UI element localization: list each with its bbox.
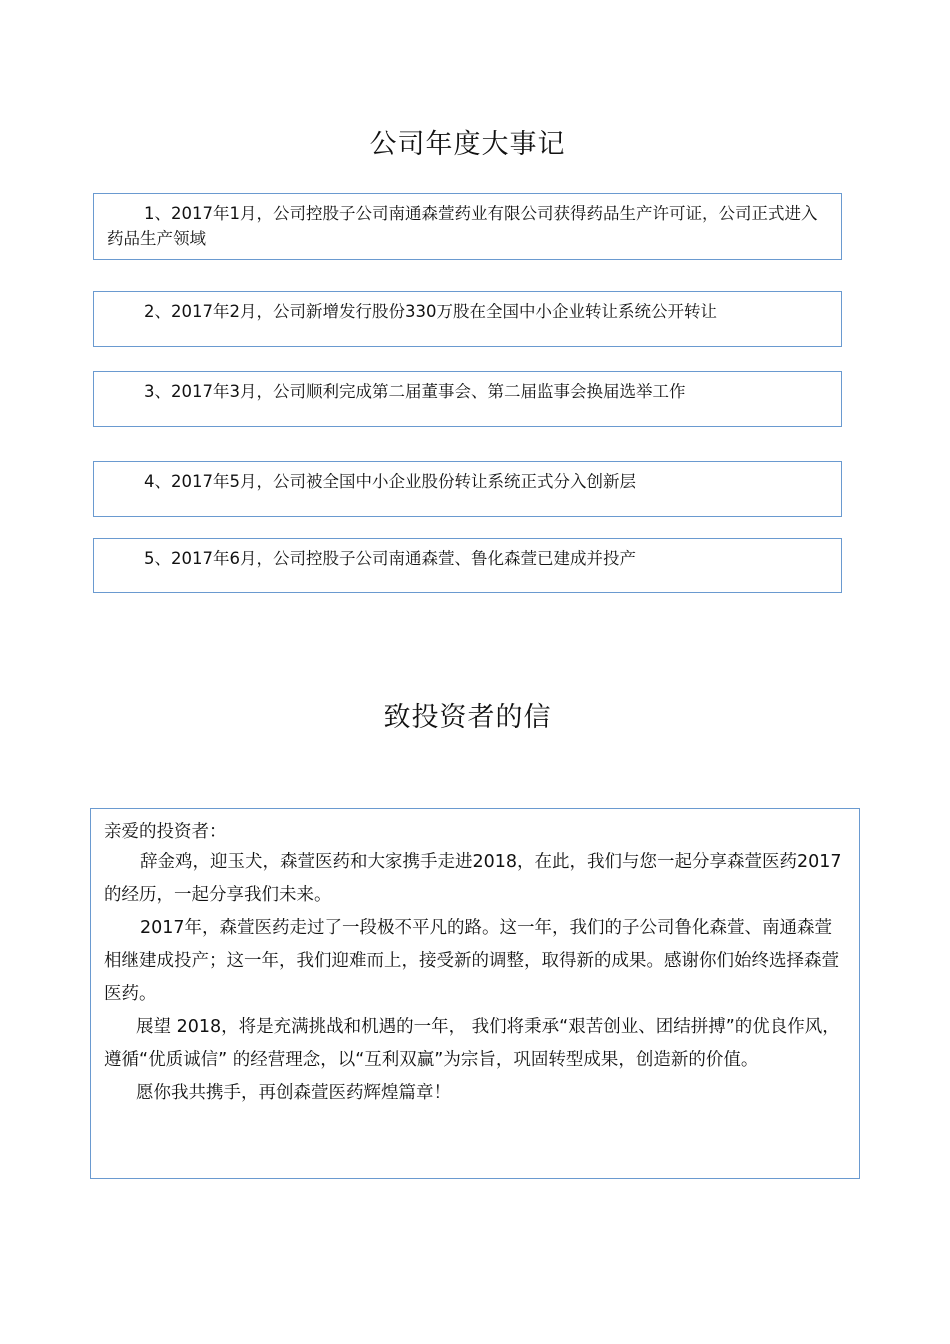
event-item: 2、2017年2月，公司新增发行股份330万股在全国中小企业转让系统公开转让 [93,291,842,347]
letter-salutation: 亲爱的投资者： [104,822,227,842]
event-item: 4、2017年5月，公司被全国中小企业股份转让系统正式分入创新层 [93,461,842,517]
events-section-title: 公司年度大事记 [369,129,566,160]
letter-paragraph: 愿你我共携手，再创森萱医药辉煌篇章！ [136,1083,451,1103]
letter-paragraph: 展望 2018，将是充满挑战和机遇的一年， 我们将秉承“艰苦创业、团结拼搏”的优良作风，遵循“优质诚信” 的经营理念，以“互利双赢”为宗旨，巩固转型成果，创造新的价值。 [104,1017,840,1070]
letter-paragraph: 2017年，森萱医药走过了一段极不平凡的路。这一年，我们的子公司鲁化森萱、南通森萱相继建成投产；这一年，我们迎难而上，接受新的调整，取得新的成果。感谢你们始终选择森萱医药。 [104,918,839,1004]
event-item: 3、2017年3月，公司顺利完成第二届董事会、第二届监事会换届选举工作 [93,371,842,427]
event-item: 1、2017年1月，公司控股子公司南通森萱药业有限公司获得药品生产许可证，公司正式进入药品生产领域 [93,193,842,260]
letter-section-title: 致投资者的信 [383,702,552,733]
letter-paragraph: 辞金鸡，迎玉犬，森萱医药和大家携手走进2018，在此，我们与您一起分享森萱医药2017的经历，一起分享我们未来。 [104,852,842,905]
investor-letter [90,808,860,1179]
event-item: 5、2017年6月，公司控股子公司南通森萱、鲁化森萱已建成并投产 [93,538,842,593]
